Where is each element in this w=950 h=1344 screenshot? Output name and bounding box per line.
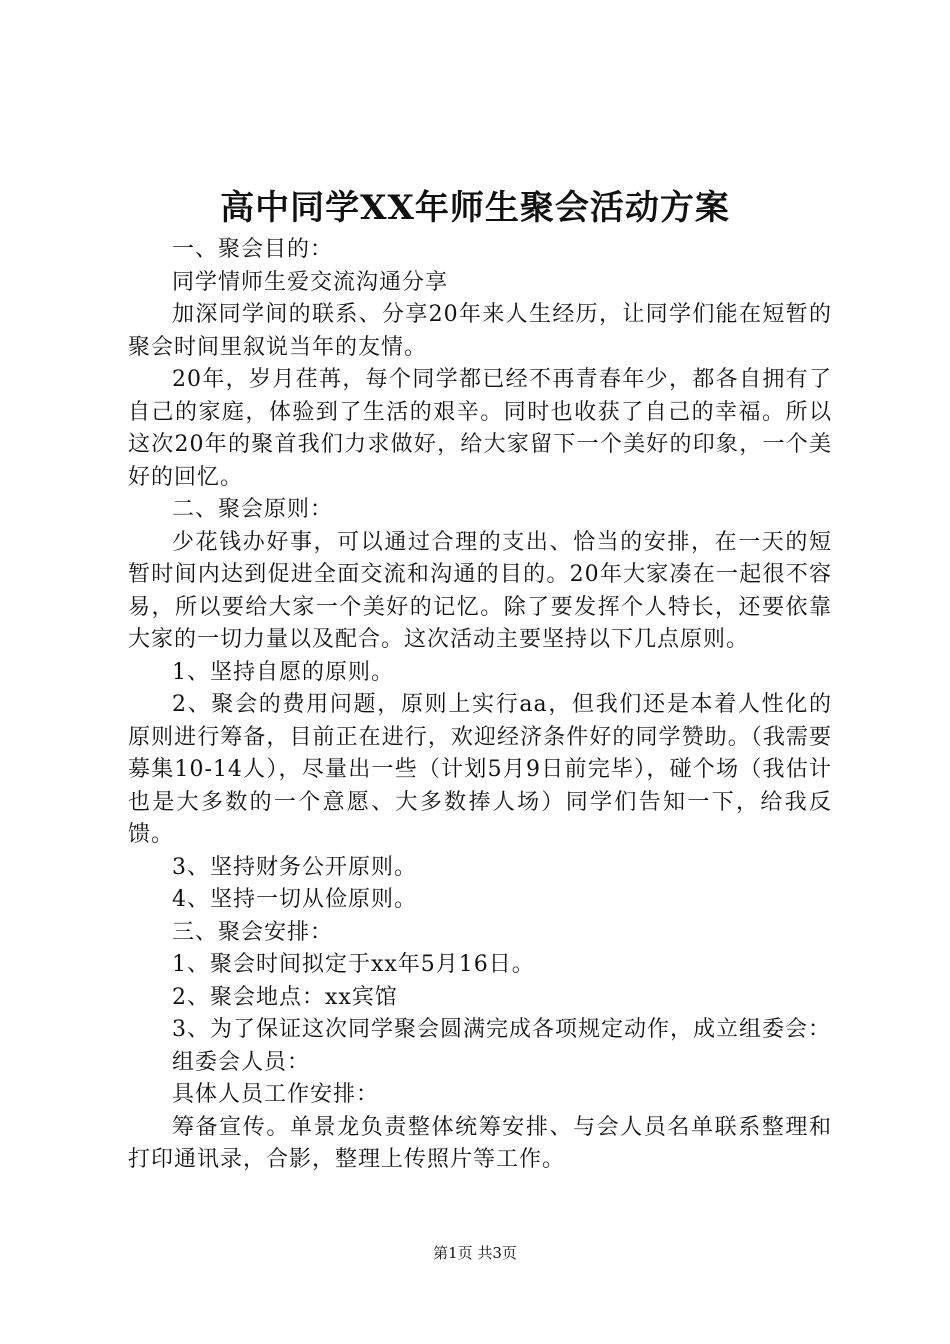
section-heading-arrangements: 三、聚会安排： (172, 919, 334, 945)
paragraph: 具体人员工作安排： (172, 1082, 380, 1107)
list-item: 2、聚会的费用问题，原则上实行aa，但我们还是本着人性化的原则进行筹备，目前正在进行，欢迎经济条件好的同学赞助。（我需要募集10-14人），尽量出一些（计划5月9日前完毕），碰个场（我估计也是大多数的一个意愿、大多数捧人场）同学们告知一下，给我反馈。 (128, 692, 832, 847)
paragraph: 少花钱办好事，可以通过合理的支出、恰当的安排，在一天的短暂时间内达到促进全面交流和沟通的目的。20年大家凑在一起很不容易，所以要给大家一个美好的记忆。除了要发挥个人特长，还要依靠大家的一切力量以及配合。这次活动主要坚持以下几点原则。 (128, 529, 832, 652)
list-item: 1、坚持自愿的原则。 (172, 659, 394, 685)
paragraph: 同学情师生爱交流沟通分享 (172, 269, 449, 295)
page-number-footer: 第1页 共3页 (433, 1244, 517, 1262)
section-heading-principles: 二、聚会原则： (172, 497, 334, 522)
paragraph: 组委会人员： (172, 1049, 311, 1075)
paragraph: 加深同学间的联系、分享20年来人生经历，让同学们能在短暂的聚会时间里叙说当年的友情。 (128, 302, 832, 360)
list-item: 3、坚持财务公开原则。 (172, 854, 417, 880)
paragraph: 20年，岁月荏苒，每个同学都已经不再青春年少，都各自拥有了自己的家庭，体验到了生活的艰辛。同时也收获了自己的幸福。所以这次20年的聚首我们力求做好，给大家留下一个美好的印象，一个美好的回忆。 (128, 367, 832, 490)
list-item: 2、聚会地点：xx宾馆 (172, 984, 398, 1010)
list-item: 1、聚会时间拟定于xx年5月16日。 (172, 952, 535, 977)
document-body (128, 234, 832, 1177)
document-title: 高中同学XX年师生聚会活动方案 (220, 188, 730, 228)
paragraph: 筹备宣传。单景龙负责整体统筹安排、与会人员名单联系整理和打印通讯录，合影，整理上传照片等工作。 (128, 1114, 832, 1172)
section-heading-purpose: 一、聚会目的： (172, 237, 334, 262)
list-item: 4、坚持一切从俭原则。 (172, 887, 417, 912)
list-item: 3、为了保证这次同学聚会圆满完成各项规定动作，成立组委会： (172, 1017, 831, 1042)
